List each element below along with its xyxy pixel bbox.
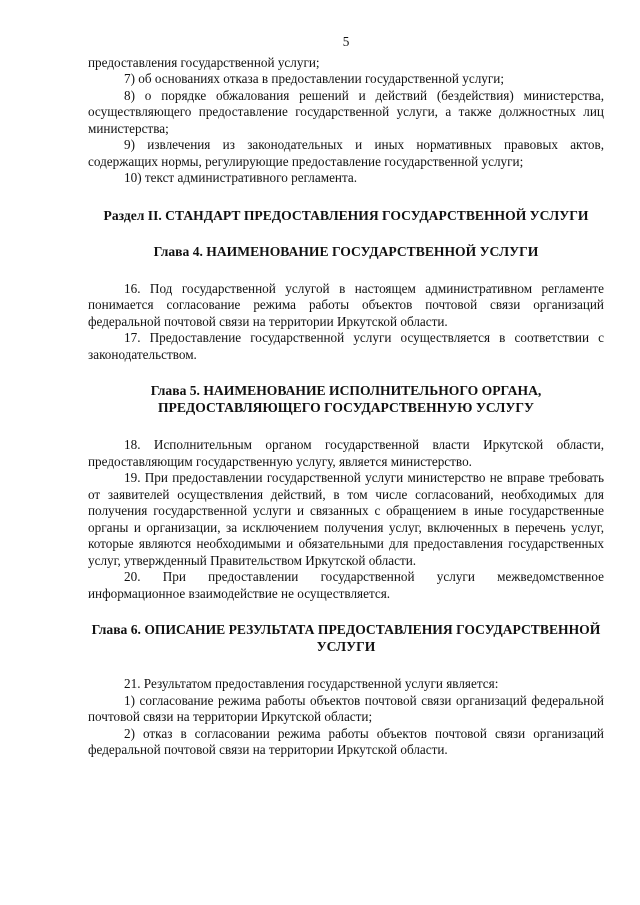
paragraph-16: 16. Под государственной услугой в настоящем административном регламенте понимается согласование режима работы объектов почтовой связи организаций федеральной почтовой связи на территории Иркутской области. <box>88 280 604 329</box>
section-2-heading: Раздел II. СТАНДАРТ ПРЕДОСТАВЛЕНИЯ ГОСУДАРСТВЕННОЙ УСЛУГИ <box>103 207 589 223</box>
paragraph-17: 17. Предоставление государственной услуги осуществляется в соответствии с законодательством. <box>88 330 604 362</box>
document-page <box>88 34 604 759</box>
paragraph-19: 19. При предоставлении государственной услуги министерство не вправе требовать от заявителей осуществления действий, в том числе согласований, необходимых для получения государственной услуги и связанных с обращением в иные государственные органы и организации, за исключением получения услуг, включенных в перечень услуг, которые являются необходимыми и обязательными для предоставления государственных услуг, утвержденный Правительством Иркутской области. <box>88 470 604 568</box>
chapter-6-heading: Глава 6. ОПИСАНИЕ РЕЗУЛЬТАТА ПРЕДОСТАВЛЕНИЯ ГОСУДАРСТВЕННОЙ УСЛУГИ <box>91 622 601 654</box>
paragraph-21-item-1: 1) согласование режима работы объектов почтовой связи организаций федеральной почтовой связи на территории Иркутской области; <box>88 692 604 724</box>
chapter-4-heading: Глава 4. НАИМЕНОВАНИЕ ГОСУДАРСТВЕННОЙ УСЛУГИ <box>153 243 539 259</box>
paragraph-item-7: 7) об основаниях отказа в предоставлении государственной услуги; <box>124 71 504 86</box>
paragraph-21-item-2: 2) отказ в согласовании режима работы объектов почтовой связи организаций федеральной почтовой связи на территории Иркутской области. <box>88 725 604 757</box>
paragraph-item-10: 10) текст административного регламента. <box>124 170 358 185</box>
paragraph-21: 21. Результатом предоставления государственной услуги является: <box>124 676 499 691</box>
paragraph-item-9: 9) извлечения из законодательных и иных нормативных правовых актов, содержащих нормы, регулирующие предоставление государственной услуги; <box>88 137 604 169</box>
paragraph-18: 18. Исполнительным органом государственной власти Иркутской области, предоставляющим государственную услугу, является министерство. <box>88 437 604 469</box>
paragraph-intro-continuation: предоставления государственной услуги; <box>88 54 320 70</box>
paragraph-20: 20. При предоставлении государственной услуги межведомственное информационное взаимодействие не осуществляется. <box>88 569 604 601</box>
paragraph-item-8: 8) о порядке обжалования решений и действий (бездействия) министерства, осуществляющего предоставление государственной услуги, а также должностных лиц министерства; <box>88 87 604 136</box>
page-number: 5 <box>342 34 350 49</box>
chapter-5-heading: Глава 5. НАИМЕНОВАНИЕ ИСПОЛНИТЕЛЬНОГО ОРГАНА, ПРЕДОСТАВЛЯЮЩЕГО ГОСУДАРСТВЕННУЮ УСЛУГУ <box>150 383 542 415</box>
